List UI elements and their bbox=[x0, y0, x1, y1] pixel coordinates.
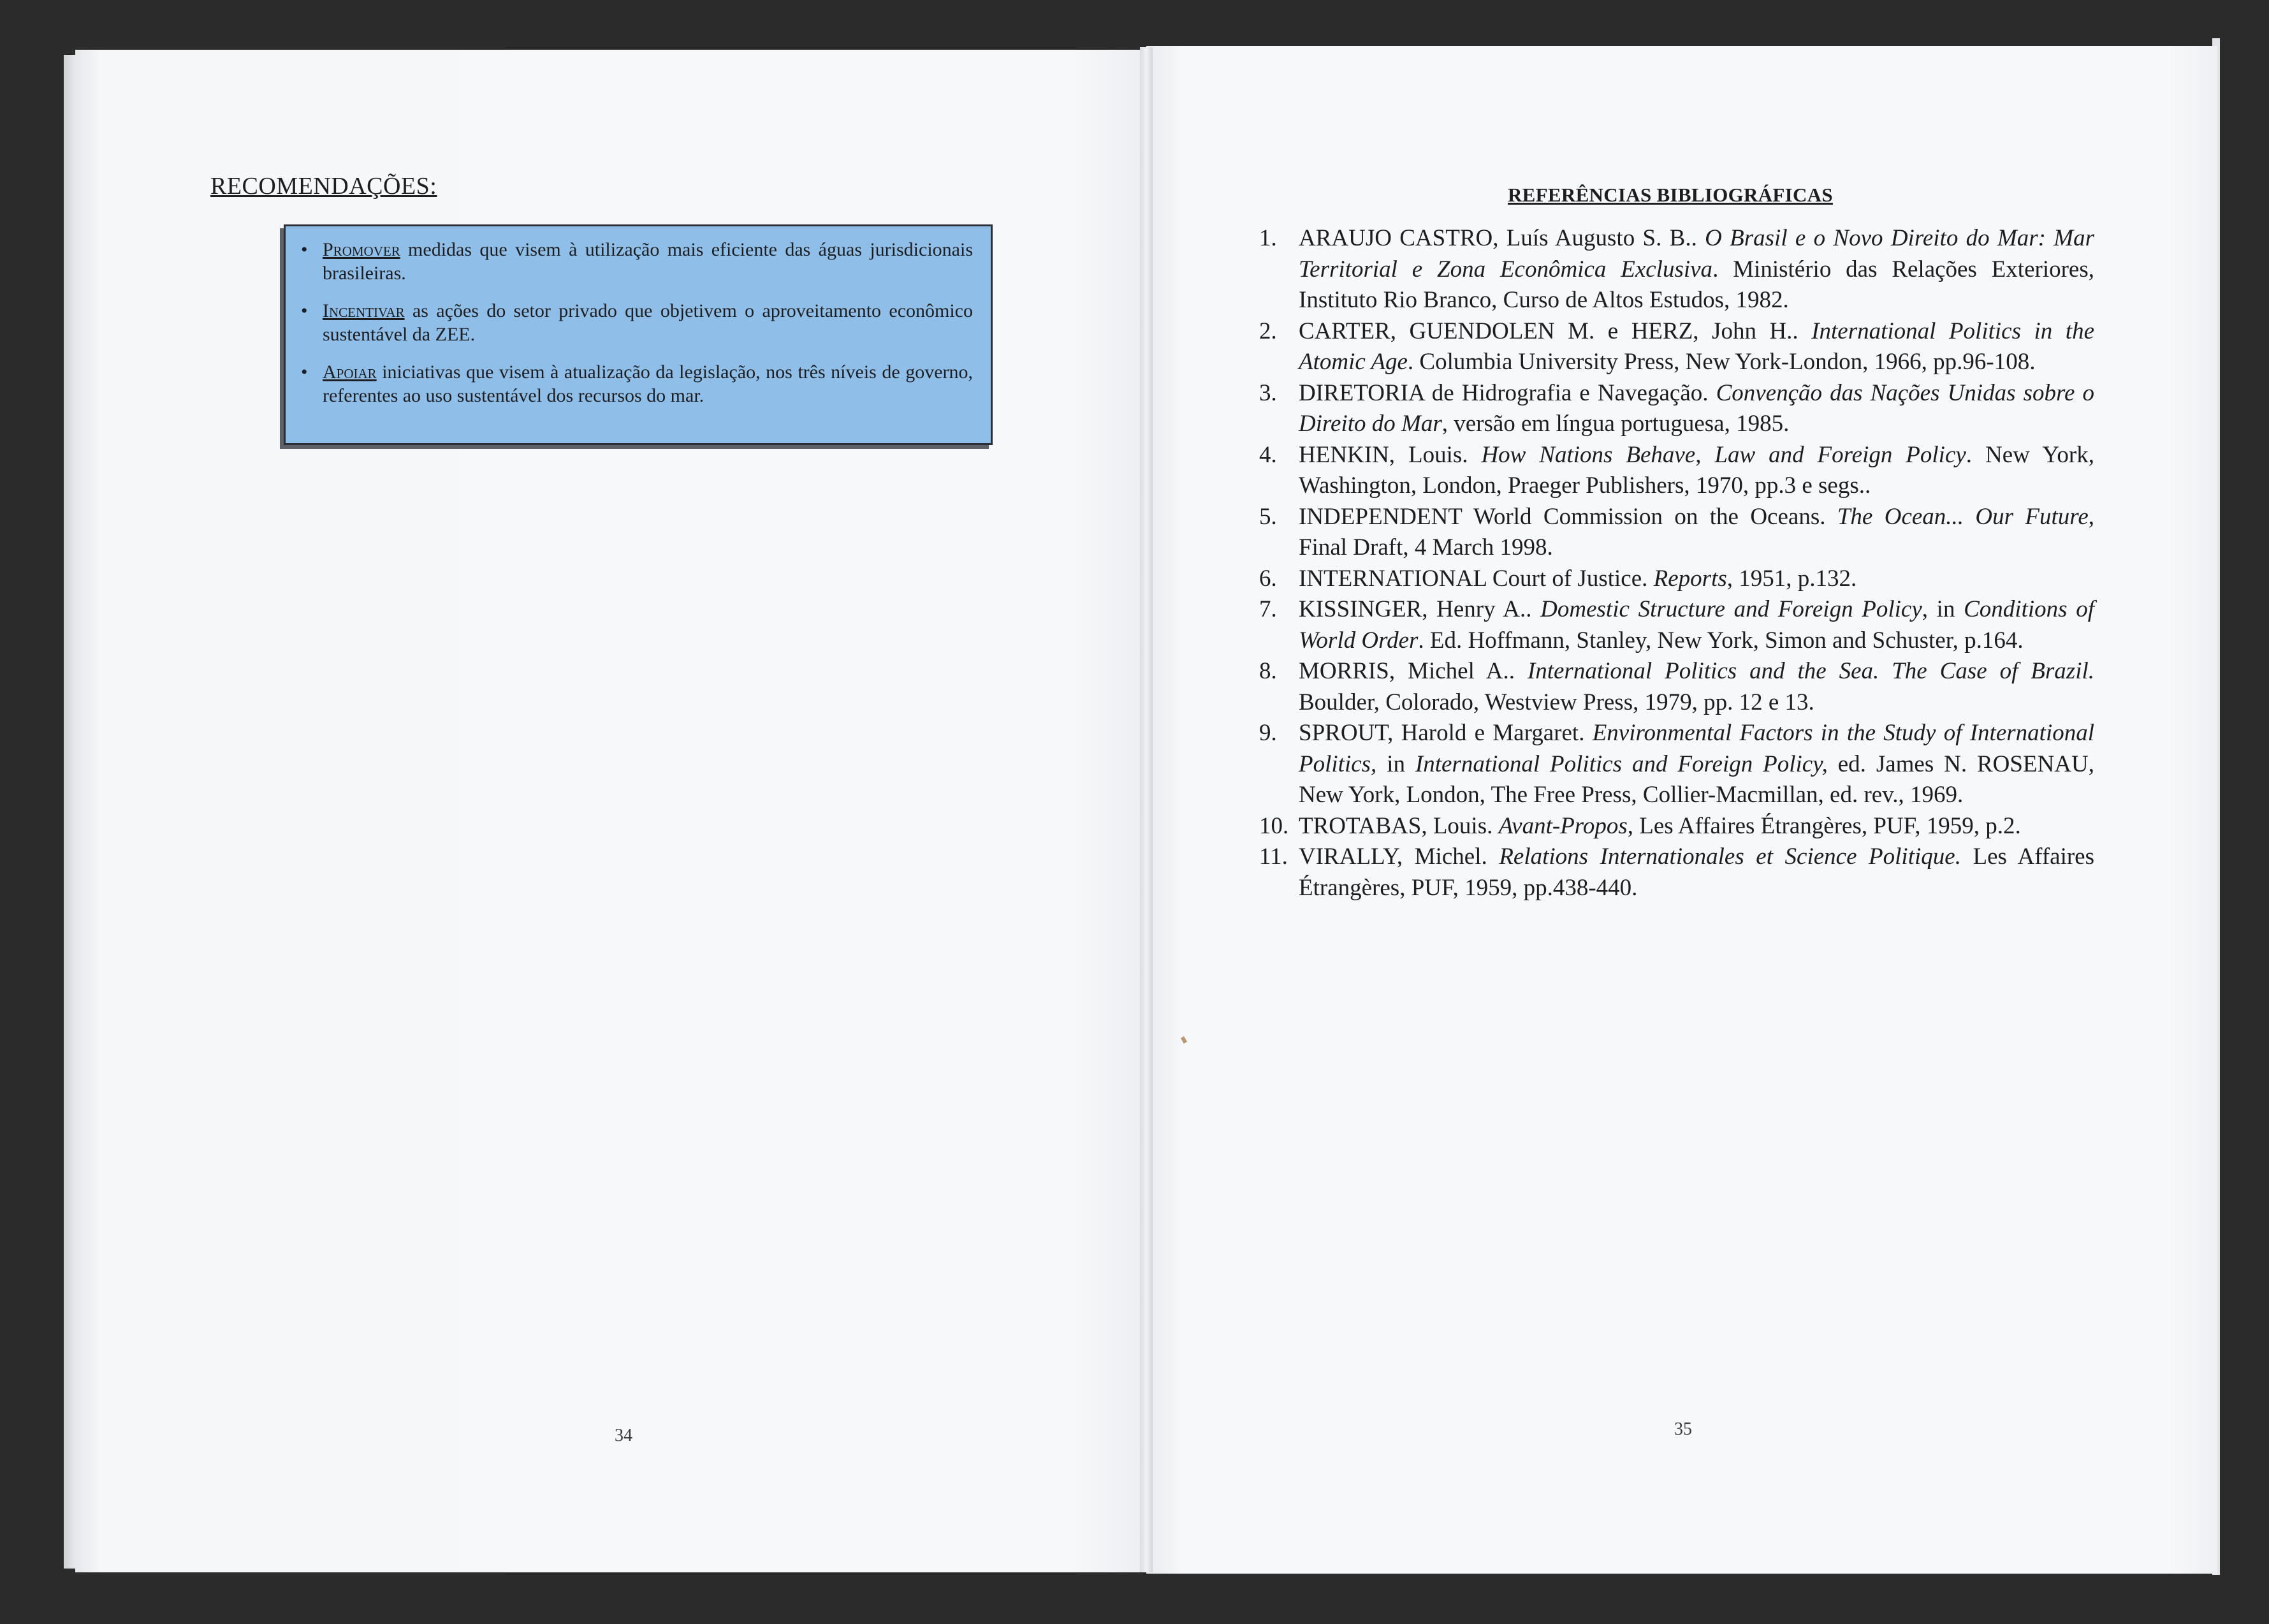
reference-number: 6. bbox=[1259, 565, 1277, 592]
reference-text: in bbox=[1376, 750, 1415, 777]
reference-text: , in bbox=[1922, 596, 1964, 622]
recommendation-text: as ações do setor privado que objetivem o aproveitamento econômico sustentável da ZEE. bbox=[323, 300, 973, 345]
reference-title: Convenção das Nações Unidas sobre o Direito do Mar bbox=[1299, 379, 2094, 437]
reference-number: 5. bbox=[1259, 503, 1277, 530]
page-number-right: 35 bbox=[1674, 1419, 1692, 1439]
reference-number: 11. bbox=[1259, 844, 1288, 870]
reference-text: CARTER, GUENDOLEN M. e HERZ, John H.. bbox=[1299, 318, 1812, 344]
recommendation-keyword: Incentivar bbox=[323, 300, 405, 321]
references-list bbox=[1259, 223, 2094, 903]
reference-title: O Brasil e o Novo Direito do Mar: Mar Territorial e Zona Econômica Exclusiva bbox=[1299, 225, 2094, 282]
reference-item bbox=[1259, 440, 2094, 502]
recommendations-box bbox=[284, 224, 993, 445]
reference-item bbox=[1259, 316, 2094, 378]
reference-text: ed. James N. ROSENAU, New York, London, The Free Press, Collier-Macmillan, ed. rev., 1969. bbox=[1299, 750, 2094, 808]
reference-title: Relations Internationales et Science Politique. bbox=[1499, 844, 1961, 870]
reference-text: , Final Draft, 4 March 1998. bbox=[1299, 503, 2094, 560]
recommendation-item bbox=[301, 360, 973, 407]
bullet-icon: • bbox=[301, 300, 308, 321]
reference-text: , versão em língua portuguesa, 1985. bbox=[1441, 411, 1790, 437]
reference-item bbox=[1259, 564, 2094, 595]
recommendation-keyword: Promover bbox=[323, 239, 400, 260]
bullet-icon: • bbox=[301, 362, 308, 383]
reference-number: 9. bbox=[1259, 720, 1277, 746]
reference-text: ARAUJO CASTRO, Luís Augusto S. B.. bbox=[1299, 225, 1705, 251]
reference-title: Conditions of World Order bbox=[1299, 596, 2094, 654]
reference-text: . Columbia University Press, New York-London, 1966, pp.96-108. bbox=[1407, 349, 2036, 375]
reference-item bbox=[1259, 718, 2094, 811]
reference-text: . New York, Washington, London, Praeger Publishers, 1970, pp.3 e segs.. bbox=[1299, 441, 2094, 499]
reference-title: How Nations Behave, Law and Foreign Policy bbox=[1481, 441, 1966, 468]
reference-text: TROTABAS, Louis. bbox=[1299, 812, 1499, 839]
reference-text: . Ministério das Relações Exteriores, Instituto Rio Branco, Curso de Altos Estudos, 1982. bbox=[1299, 256, 2094, 313]
reference-title: Domestic Structure and Foreign Policy bbox=[1540, 596, 1922, 622]
reference-title: The Ocean... Our Future bbox=[1837, 503, 2089, 530]
reference-item bbox=[1259, 378, 2094, 440]
reference-text: Les Affaires Étrangères, PUF, 1959, pp.438-440. bbox=[1299, 844, 2094, 901]
page-number-left: 34 bbox=[615, 1426, 632, 1445]
reference-number: 2. bbox=[1259, 318, 1277, 344]
recommendations-list bbox=[301, 238, 973, 407]
reference-title: Environmental Factors in the Study of International Politics, bbox=[1299, 720, 2094, 777]
reference-title: Avant-Propos bbox=[1498, 812, 1628, 839]
reference-item bbox=[1259, 811, 2094, 842]
recommendation-item bbox=[301, 238, 973, 285]
reference-text: , Les Affaires Étrangères, PUF, 1959, p.2. bbox=[1627, 812, 2021, 839]
reference-number: 1. bbox=[1259, 225, 1277, 251]
reference-text: DIRETORIA de Hidrografia e Navegação. bbox=[1299, 379, 1716, 406]
reference-text: INDEPENDENT World Commission on the Oceans. bbox=[1299, 503, 1837, 530]
reference-number: 7. bbox=[1259, 596, 1277, 622]
recommendations-heading: RECOMENDAÇÕES: bbox=[210, 173, 437, 200]
reference-title: International Politics and the Sea. The Case of Brazil. bbox=[1527, 658, 2095, 684]
reference-text: INTERNATIONAL Court of Justice. bbox=[1299, 565, 1654, 592]
reference-text: , 1951, p.132. bbox=[1726, 565, 1857, 592]
recommendation-text: medidas que visem à utilização mais eficiente das águas jurisdicionais brasileiras. bbox=[323, 239, 973, 284]
reference-number: 8. bbox=[1259, 658, 1277, 684]
reference-title: International Politics and Foreign Policy, bbox=[1415, 750, 1828, 777]
reference-item bbox=[1259, 656, 2094, 718]
reference-number: 4. bbox=[1259, 441, 1277, 468]
recommendation-text: iniciativas que visem à atualização da legislação, nos três níveis de governo, referentes ao uso sustentável dos recursos do mar. bbox=[323, 362, 973, 406]
reference-item bbox=[1259, 223, 2094, 316]
recommendation-item bbox=[301, 299, 973, 346]
reference-text: MORRIS, Michel A.. bbox=[1299, 658, 1528, 684]
reference-text: VIRALLY, Michel. bbox=[1299, 844, 1499, 870]
reference-text: HENKIN, Louis. bbox=[1299, 441, 1482, 468]
reference-title: Reports bbox=[1653, 565, 1727, 592]
reference-text: Boulder, Colorado, Westview Press, 1979, pp. 12 e 13. bbox=[1299, 689, 1814, 715]
reference-item bbox=[1259, 594, 2094, 656]
book-gutter bbox=[1140, 47, 1153, 1572]
reference-text: KISSINGER, Henry A.. bbox=[1299, 596, 1541, 622]
reference-item bbox=[1259, 502, 2094, 564]
reference-number: 3. bbox=[1259, 379, 1277, 406]
reference-title: International Politics in the Atomic Age bbox=[1299, 318, 2094, 375]
recommendation-keyword: Apoiar bbox=[323, 362, 377, 383]
reference-item bbox=[1259, 842, 2094, 903]
reference-text: . Ed. Hoffmann, Stanley, New York, Simon and Schuster, p.164. bbox=[1418, 627, 2024, 654]
bullet-icon: • bbox=[301, 239, 308, 260]
reference-text: SPROUT, Harold e Margaret. bbox=[1299, 720, 1593, 746]
reference-number: 10. bbox=[1259, 812, 1289, 839]
references-heading: REFERÊNCIAS BIBLIOGRÁFICAS bbox=[1508, 184, 1833, 206]
